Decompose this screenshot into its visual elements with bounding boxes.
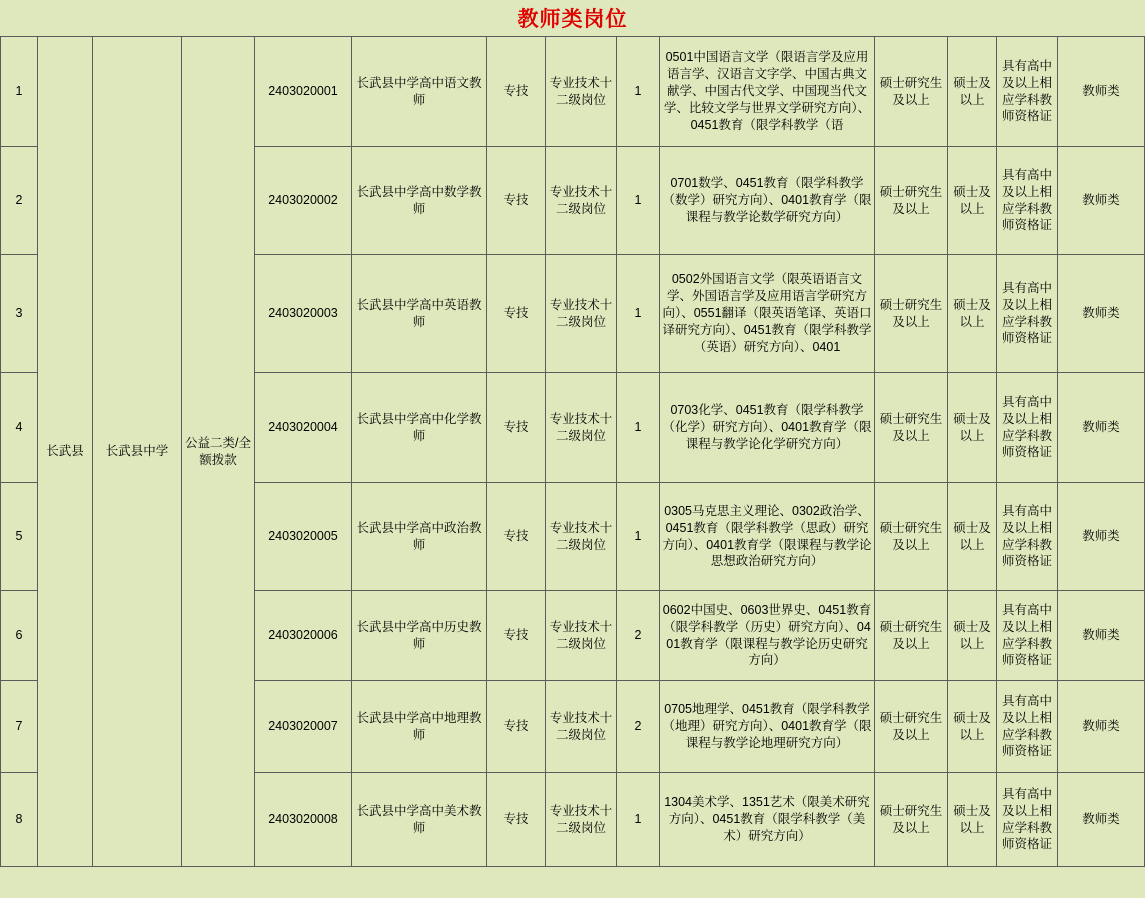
cell-certificate: 具有高中及以上相应学科教师资格证: [997, 483, 1058, 591]
table-row: [1, 37, 1145, 147]
cell-major: 1304美术学、1351艺术（限美术研究方向）、0451教育（限学科教学（美术）研究方向）: [660, 773, 875, 867]
cell-major: 0502外国语言文学（限英语语言文学、外国语言学及应用语言学研究方向）、0551翻译（限英语笔译、英语口译研究方向）、0451教育（限学科教学（英语）研究方向）、0401: [660, 255, 875, 373]
cell-major: 0703化学、0451教育（限学科教学（化学）研究方向）、0401教育学（限课程与教学论化学研究方向）: [660, 373, 875, 483]
cell-education: 硕士研究生及以上: [875, 773, 948, 867]
cell-type: 专技: [487, 773, 546, 867]
cell-level: 专业技术十二级岗位: [546, 591, 617, 681]
cell-major: 0305马克思主义理论、0302政治学、0451教育（限学科教学（思政）研究方向）、0401教育学（限课程与教学论思想政治研究方向）: [660, 483, 875, 591]
cell-type: 专技: [487, 373, 546, 483]
cell-level: 专业技术十二级岗位: [546, 483, 617, 591]
cell-index: 6: [1, 591, 38, 681]
cell-type: 专技: [487, 483, 546, 591]
cell-major: 0602中国史、0603世界史、0451教育（限学科教学（历史）研究方向）、0401教育学（限课程与教学论历史研究方向）: [660, 591, 875, 681]
cell-level: 专业技术十二级岗位: [546, 37, 617, 147]
positions-table: [0, 36, 1145, 867]
cell-code: 2403020005: [255, 483, 352, 591]
cell-post: 长武县中学高中政治教师: [352, 483, 487, 591]
cell-code: 2403020002: [255, 147, 352, 255]
cell-post: 长武县中学高中英语教师: [352, 255, 487, 373]
cell-degree: 硕士及以上: [948, 255, 997, 373]
cell-certificate: 具有高中及以上相应学科教师资格证: [997, 37, 1058, 147]
cell-level: 专业技术十二级岗位: [546, 373, 617, 483]
cell-number: 1: [617, 483, 660, 591]
cell-certificate: 具有高中及以上相应学科教师资格证: [997, 773, 1058, 867]
cell-number: 2: [617, 681, 660, 773]
cell-post: 长武县中学高中数学教师: [352, 147, 487, 255]
cell-post: 长武县中学高中化学教师: [352, 373, 487, 483]
cell-education: 硕士研究生及以上: [875, 373, 948, 483]
cell-type: 专技: [487, 147, 546, 255]
cell-major: 0705地理学、0451教育（限学科教学（地理）研究方向）、0401教育学（限课程与教学论地理研究方向）: [660, 681, 875, 773]
document-title-bar: [0, 0, 1145, 36]
cell-type: 专技: [487, 591, 546, 681]
cell-level: 专业技术十二级岗位: [546, 681, 617, 773]
cell-major: 0701数学、0451教育（限学科教学（数学）研究方向）、0401教育学（限课程与教学论数学研究方向）: [660, 147, 875, 255]
cell-number: 1: [617, 147, 660, 255]
cell-major: 0501中国语言文学（限语言学及应用语言学、汉语言文字学、中国古典文献学、中国古代文学、中国现当代文学、比较文学与世界文学研究方向）、0451教育（限学科教学（语: [660, 37, 875, 147]
cell-degree: 硕士及以上: [948, 373, 997, 483]
cell-index: 1: [1, 37, 38, 147]
cell-category: 教师类: [1058, 681, 1145, 773]
cell-education: 硕士研究生及以上: [875, 37, 948, 147]
cell-category: 教师类: [1058, 483, 1145, 591]
cell-number: 2: [617, 591, 660, 681]
cell-degree: 硕士及以上: [948, 773, 997, 867]
cell-code: 2403020003: [255, 255, 352, 373]
cell-degree: 硕士及以上: [948, 147, 997, 255]
cell-code: 2403020008: [255, 773, 352, 867]
cell-area: 长武县: [38, 37, 93, 867]
page-title: 教师类岗位: [517, 8, 628, 31]
cell-index: 2: [1, 147, 38, 255]
cell-certificate: 具有高中及以上相应学科教师资格证: [997, 681, 1058, 773]
cell-code: 2403020004: [255, 373, 352, 483]
cell-index: 7: [1, 681, 38, 773]
cell-post: 长武县中学高中美术教师: [352, 773, 487, 867]
cell-level: 专业技术十二级岗位: [546, 147, 617, 255]
cell-category: 教师类: [1058, 255, 1145, 373]
cell-education: 硕士研究生及以上: [875, 147, 948, 255]
cell-education: 硕士研究生及以上: [875, 255, 948, 373]
cell-number: 1: [617, 773, 660, 867]
table-body: [1, 37, 1145, 867]
cell-fund-type: 公益二类/全额拨款: [182, 37, 255, 867]
cell-category: 教师类: [1058, 147, 1145, 255]
cell-degree: 硕士及以上: [948, 681, 997, 773]
cell-index: 5: [1, 483, 38, 591]
cell-number: 1: [617, 37, 660, 147]
cell-category: 教师类: [1058, 373, 1145, 483]
cell-category: 教师类: [1058, 591, 1145, 681]
cell-index: 3: [1, 255, 38, 373]
cell-unit: 长武县中学: [93, 37, 182, 867]
cell-certificate: 具有高中及以上相应学科教师资格证: [997, 591, 1058, 681]
cell-type: 专技: [487, 255, 546, 373]
cell-category: 教师类: [1058, 37, 1145, 147]
cell-level: 专业技术十二级岗位: [546, 773, 617, 867]
cell-certificate: 具有高中及以上相应学科教师资格证: [997, 373, 1058, 483]
cell-education: 硕士研究生及以上: [875, 681, 948, 773]
cell-level: 专业技术十二级岗位: [546, 255, 617, 373]
cell-code: 2403020007: [255, 681, 352, 773]
cell-post: 长武县中学高中语文教师: [352, 37, 487, 147]
cell-degree: 硕士及以上: [948, 591, 997, 681]
cell-certificate: 具有高中及以上相应学科教师资格证: [997, 255, 1058, 373]
cell-certificate: 具有高中及以上相应学科教师资格证: [997, 147, 1058, 255]
cell-code: 2403020006: [255, 591, 352, 681]
cell-number: 1: [617, 255, 660, 373]
cell-degree: 硕士及以上: [948, 483, 997, 591]
cell-post: 长武县中学高中地理教师: [352, 681, 487, 773]
cell-education: 硕士研究生及以上: [875, 483, 948, 591]
cell-index: 8: [1, 773, 38, 867]
cell-code: 2403020001: [255, 37, 352, 147]
cell-type: 专技: [487, 37, 546, 147]
cell-category: 教师类: [1058, 773, 1145, 867]
cell-post: 长武县中学高中历史教师: [352, 591, 487, 681]
cell-education: 硕士研究生及以上: [875, 591, 948, 681]
cell-index: 4: [1, 373, 38, 483]
cell-type: 专技: [487, 681, 546, 773]
cell-number: 1: [617, 373, 660, 483]
cell-degree: 硕士及以上: [948, 37, 997, 147]
